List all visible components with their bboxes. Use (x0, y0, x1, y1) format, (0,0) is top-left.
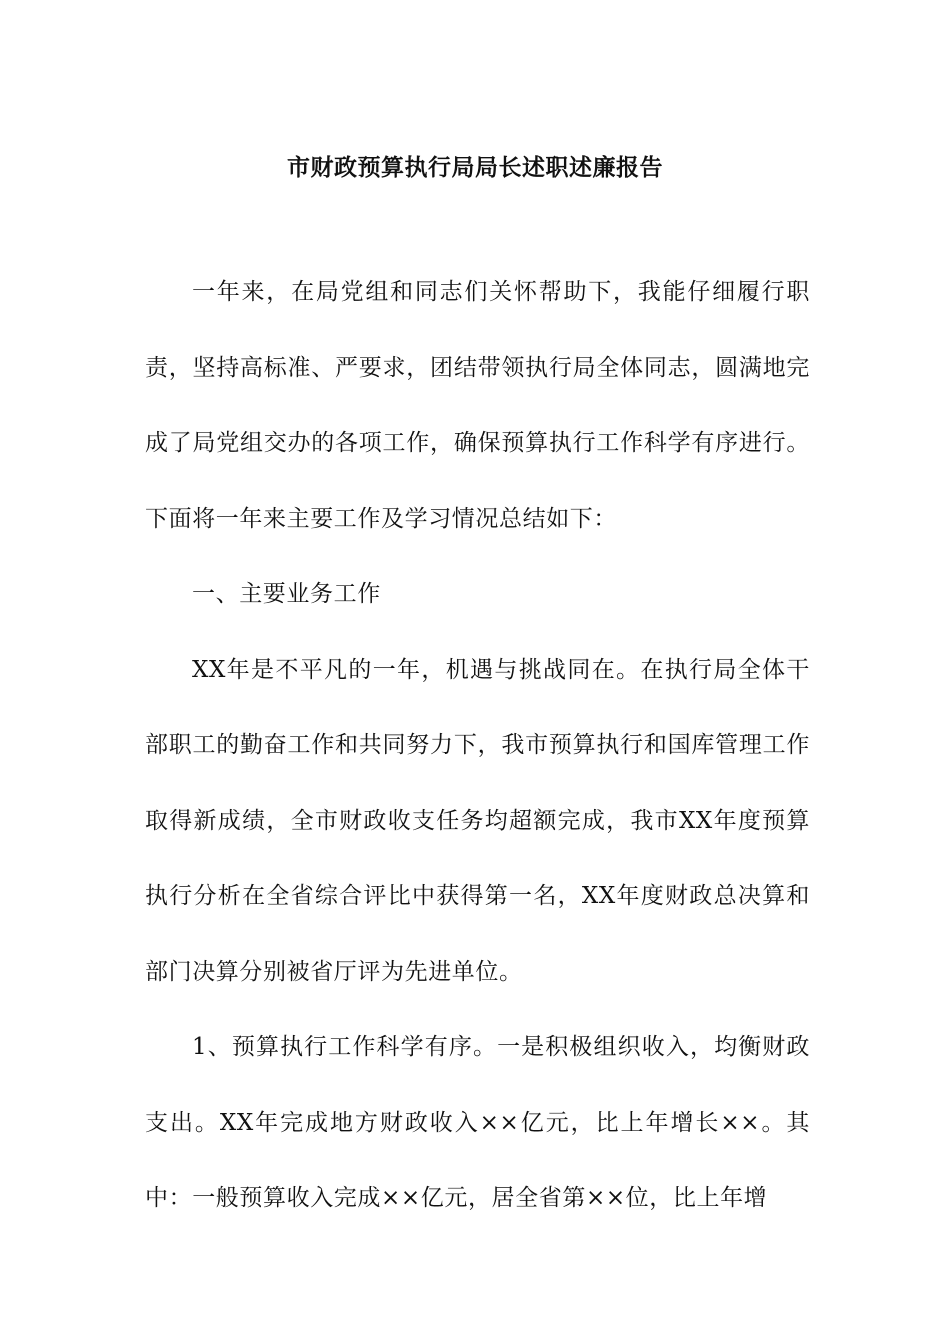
section-heading: 一、主要业务工作 (192, 581, 381, 607)
document-body (145, 255, 810, 1237)
paragraph-overview: XX年是不平凡的一年，机遇与挑战同在。在执行局全体干部职工的勤奋工作和共同努力下，我市预算执行和国库管理工作取得新成绩，全市财政收支任务均超额完成，我市XX年度预算执行分析在全省综合评比中获得第一名，XX年度财政总决算和部门决算分别被省厅评为先进单位。 (145, 656, 810, 985)
paragraph-item-1: 1、预算执行工作科学有序。一是积极组织收入，均衡财政支出。XX年完成地方财政收入××亿元，比上年增长××。其中：一般预算收入完成××亿元，居全省第××位，比上年增 (145, 1034, 810, 1211)
paragraph-intro: 一年来，在局党组和同志们关怀帮助下，我能仔细履行职责，坚持高标准、严要求，团结带领执行局全体同志，圆满地完成了局党组交办的各项工作，确保预算执行工作科学有序进行。下面将一年来主要工作及学习情况总结如下： (145, 279, 810, 532)
page-title: 市财政预算执行局局长述职述廉报告 (287, 154, 663, 182)
